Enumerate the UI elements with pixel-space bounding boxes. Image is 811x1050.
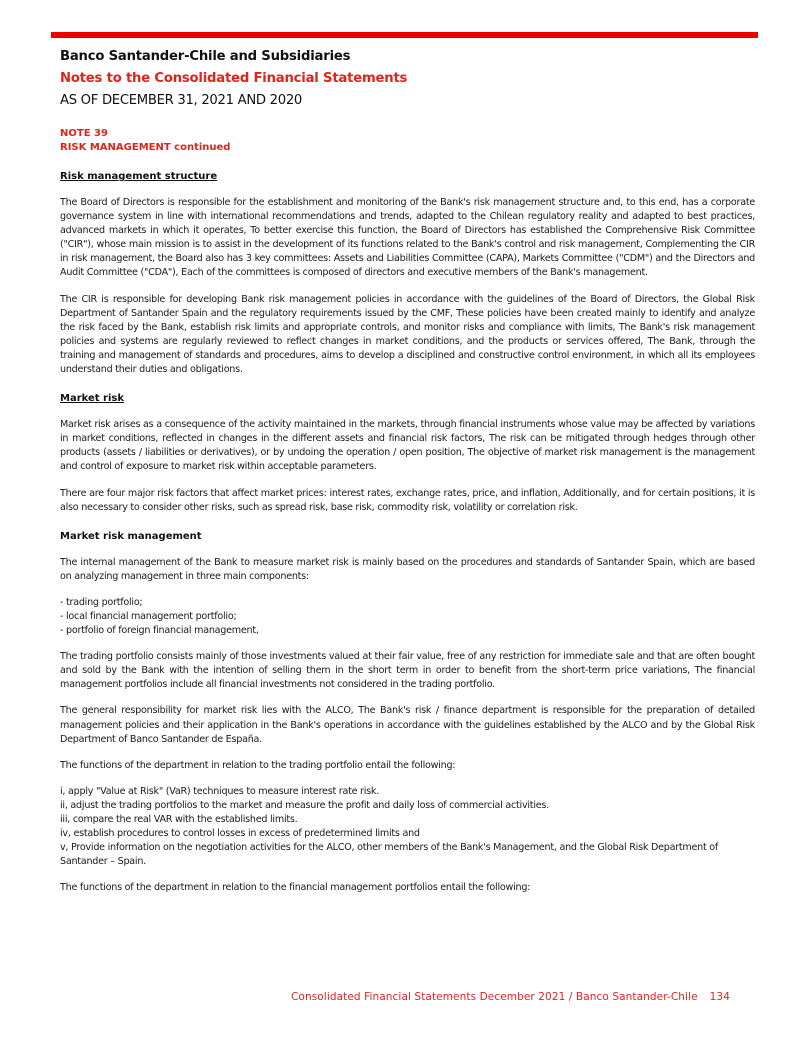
document-title: Notes to the Consolidated Financial Statements [60,71,408,86]
paragraph: Market risk arises as a consequence of the activity maintained in the markets, through financial instruments whose value may be affected by variations in market conditions, reflected in changes in the different assets and financial risk factors, The risk can be mitigated through hedges through other products (assets / liabilities or derivatives), or by undoing the operation / open position, The objective of market risk management is the management and control of exposure to market risk within acceptable parameters. [60,419,755,473]
company-name: Banco Santander-Chile and Subsidiaries [60,49,351,64]
list-item: - trading portfolio; [60,596,143,608]
footer-text: Consolidated Financial Statements December 2021 / Banco Santander-Chile [291,991,698,1003]
section-heading-risk-structure: Risk management structure [60,171,218,182]
paragraph: The trading portfolio consists mainly of those investments valued at their fair value, free of any restriction for immediate sale and that are often bought and sold by the Bank with the intention of selling them in the short term in order to benefit from the short-term price variations, The financial management portfolios include all financial investments not considered in the trading portfolio. [60,651,755,691]
paragraph: The functions of the department in relation to the trading portfolio entail the following: [60,759,456,771]
document-page [60,48,755,895]
header-accent-bar [51,32,758,38]
list-item: ii, adjust the trading portfolios to the market and measure the profit and daily loss of commercial activities. [60,799,549,811]
as-of-date: AS OF DECEMBER 31, 2021 AND 2020 [60,93,302,108]
section-heading-market-risk-management: Market risk management [60,530,202,542]
list-item: iv, establish procedures to control losses in excess of predetermined limits and [60,828,420,840]
note-title: RISK MANAGEMENT continued [60,142,231,153]
paragraph: The internal management of the Bank to measure market risk is mainly based on the procedures and standards of Santander Spain, which are based on analyzing management in three main components: [60,556,755,582]
section-heading-market-risk: Market risk [60,393,125,405]
note-number: NOTE 39 [60,128,108,139]
components-list [60,596,755,638]
page-number: 134 [709,991,730,1003]
paragraph: The functions of the department in relation to the financial management portfolios entail the following: [60,882,531,894]
page-footer [291,991,730,1003]
paragraph: The Board of Directors is responsible for the establishment and monitoring of the Bank's risk management structure and, to this end, has a corporate governance system in line with international recommendations and trends, adapted to the Chilean regulatory reality and adapted to best practices, advanced markets in which it operates, To better exercise this function, the Board of Directors has established the Comprehensive Risk Committee ("CIR"), whose main mission is to assist in the development of its functions related to the Bank's control and risk management, Complementing the CIR in risk management, the Board also has 3 key committees: Assets and Liabilities Committee (CAPA), Markets Committee ("CDM") and the Directors and Audit Committee ("CDA"), Each of the committees is composed of directors and executive members of the Bank's management. [60,197,755,279]
list-item: - local financial management portfolio; [60,610,237,622]
paragraph: There are four major risk factors that affect market prices: interest rates, exchange rates, price, and inflation, Additionally, and for certain positions, it is also necessary to consider other risks, such as spread risk, base risk, commodity risk, volatility or correlation risk. [60,487,755,513]
list-item: - portfolio of foreign financial management, [60,625,259,637]
list-item: v, Provide information on the negotiation activities for the ALCO, other members of the Bank's Management, and the Global Risk Department of Santander – Spain. [60,842,719,868]
functions-list [60,785,755,870]
paragraph: The CIR is responsible for developing Bank risk management policies in accordance with the guidelines of the Board of Directors, the Global Risk Department of Santander Spain and the regulatory requirements issued by the CMF, These policies have been created mainly to identify and analyze the risk faced by the Bank, establish risk limits and appropriate controls, and monitor risks and compliance with limits, The Bank's risk management policies and systems are regularly reviewed to reflect changes in market conditions, and the products or services offered, The Bank, through the training and management of standards and procedures, aims to develop a disciplined and constructive control environment, in which all its employees understand their duties and obligations. [60,293,755,376]
paragraph: The general responsibility for market risk lies with the ALCO, The Bank's risk / finance department is responsible for the preparation of detailed management policies and their application in the Bank's operations in accordance with the guidelines established by the ALCO and by the Global Risk Department of Banco Santander de España. [60,705,755,745]
list-item: iii, compare the real VAR with the established limits. [60,814,298,825]
list-item: i, apply "Value at Risk" (VaR) techniques to measure interest rate risk. [60,785,380,797]
